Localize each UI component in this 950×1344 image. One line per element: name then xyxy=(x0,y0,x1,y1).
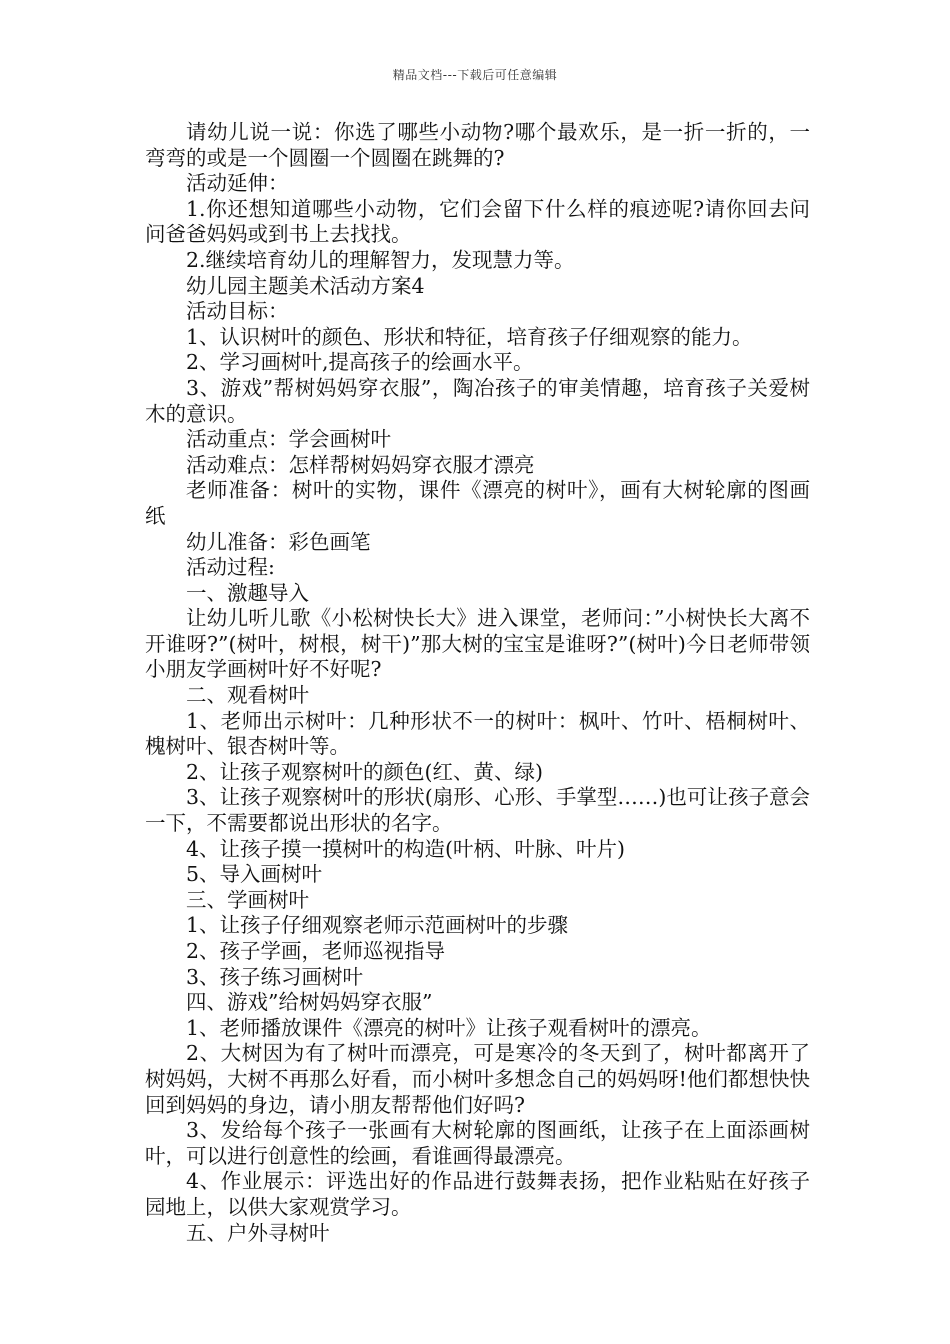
paragraph: 1、老师出示树叶：几种形状不一的树叶：枫叶、竹叶、梧桐树叶、槐树叶、银杏树叶等。 xyxy=(145,708,810,759)
paragraph: 4、让孩子摸一摸树叶的构造(叶柄、叶脉、叶片) xyxy=(186,836,626,861)
document-body xyxy=(145,120,810,1246)
paragraph: 活动重点：学会画树叶 xyxy=(186,427,391,452)
paragraph: 3、让孩子观察树叶的形状(扇形、心形、手掌型……)也可让孩子意会一下，不需要都说出形状的名字。 xyxy=(145,785,810,836)
page-header: 精品文档---下载后可任意编辑 xyxy=(392,68,558,82)
paragraph: 4、作业展示：评选出好的作品进行鼓舞表扬，把作业粘贴在好孩子园地上，以供大家观赏学习。 xyxy=(145,1169,810,1219)
paragraph: 一、激趣导入 xyxy=(186,580,309,605)
paragraph: 老师准备：树叶的实物，课件《漂亮的树叶》，画有大树轮廓的图画纸 xyxy=(145,478,810,528)
paragraph: 活动过程: xyxy=(186,555,275,580)
paragraph: 2、孩子学画，老师巡视指导 xyxy=(186,939,446,963)
paragraph: 三、学画树叶 xyxy=(186,887,309,912)
paragraph: 1.你还想知道哪些小动物，它们会留下什么样的痕迹呢?请你回去问问爸爸妈妈或到书上去找找。 xyxy=(145,196,810,247)
paragraph: 2、让孩子观察树叶的颜色(红、黄、绿) xyxy=(186,759,544,784)
paragraph: 5、导入画树叶 xyxy=(186,862,323,887)
paragraph: 活动难点：怎样帮树妈妈穿衣服才漂亮 xyxy=(186,452,535,477)
paragraph: 二、观看树叶 xyxy=(186,683,309,708)
paragraph: 活动延伸： xyxy=(186,171,289,196)
section-title: 幼儿园主题美术活动方案4 xyxy=(186,273,425,298)
paragraph: 让幼儿听儿歌《小松树快长大》进入课堂，老师问：”小树快长大离不开谁呀?”(树叶，树根，树干)”那大树的宝宝是谁呀?”(树叶)今日老师带领小朋友学画树叶好不好呢? xyxy=(145,606,810,682)
paragraph: 1、让孩子仔细观察老师示范画树叶的步骤 xyxy=(186,913,569,938)
paragraph: 1、老师播放课件《漂亮的树叶》让孩子观看树叶的漂亮。 xyxy=(186,1015,712,1040)
paragraph: 3、游戏”帮树妈妈穿衣服”，陶冶孩子的审美情趣，培育孩子关爱树木的意识。 xyxy=(145,375,810,426)
paragraph: 3、发给每个孩子一张画有大树轮廓的图画纸，让孩子在上面添画树叶，可以进行创意性的绘画，看谁画得最漂亮。 xyxy=(145,1118,810,1168)
paragraph: 四、游戏”给树妈妈穿衣服” xyxy=(186,990,433,1015)
paragraph: 3、孩子练习画树叶 xyxy=(186,964,364,989)
paragraph: 幼儿准备：彩色画笔 xyxy=(186,529,371,554)
paragraph: 活动目标： xyxy=(186,299,289,324)
paragraph: 2.继续培育幼儿的理解智力，发现慧力等。 xyxy=(186,247,575,272)
paragraph: 五、户外寻树叶 xyxy=(186,1220,330,1245)
paragraph: 2、学习画树叶,提高孩子的绘画水平。 xyxy=(186,350,534,375)
paragraph: 1、认识树叶的颜色、形状和特征，培育孩子仔细观察的能力。 xyxy=(186,324,753,349)
paragraph: 请幼儿说一说：你选了哪些小动物?哪个最欢乐，是一折一折的，一弯弯的或是一个圆圈一个圆圈在跳舞的? xyxy=(145,120,810,170)
paragraph: 2、大树因为有了树叶而漂亮，可是寒冷的冬天到了，树叶都离开了树妈妈，大树不再那么好看，而小树叶多想念自己的妈妈呀!他们都想快快回到妈妈的身边，请小朋友帮帮他们好吗? xyxy=(145,1041,810,1117)
